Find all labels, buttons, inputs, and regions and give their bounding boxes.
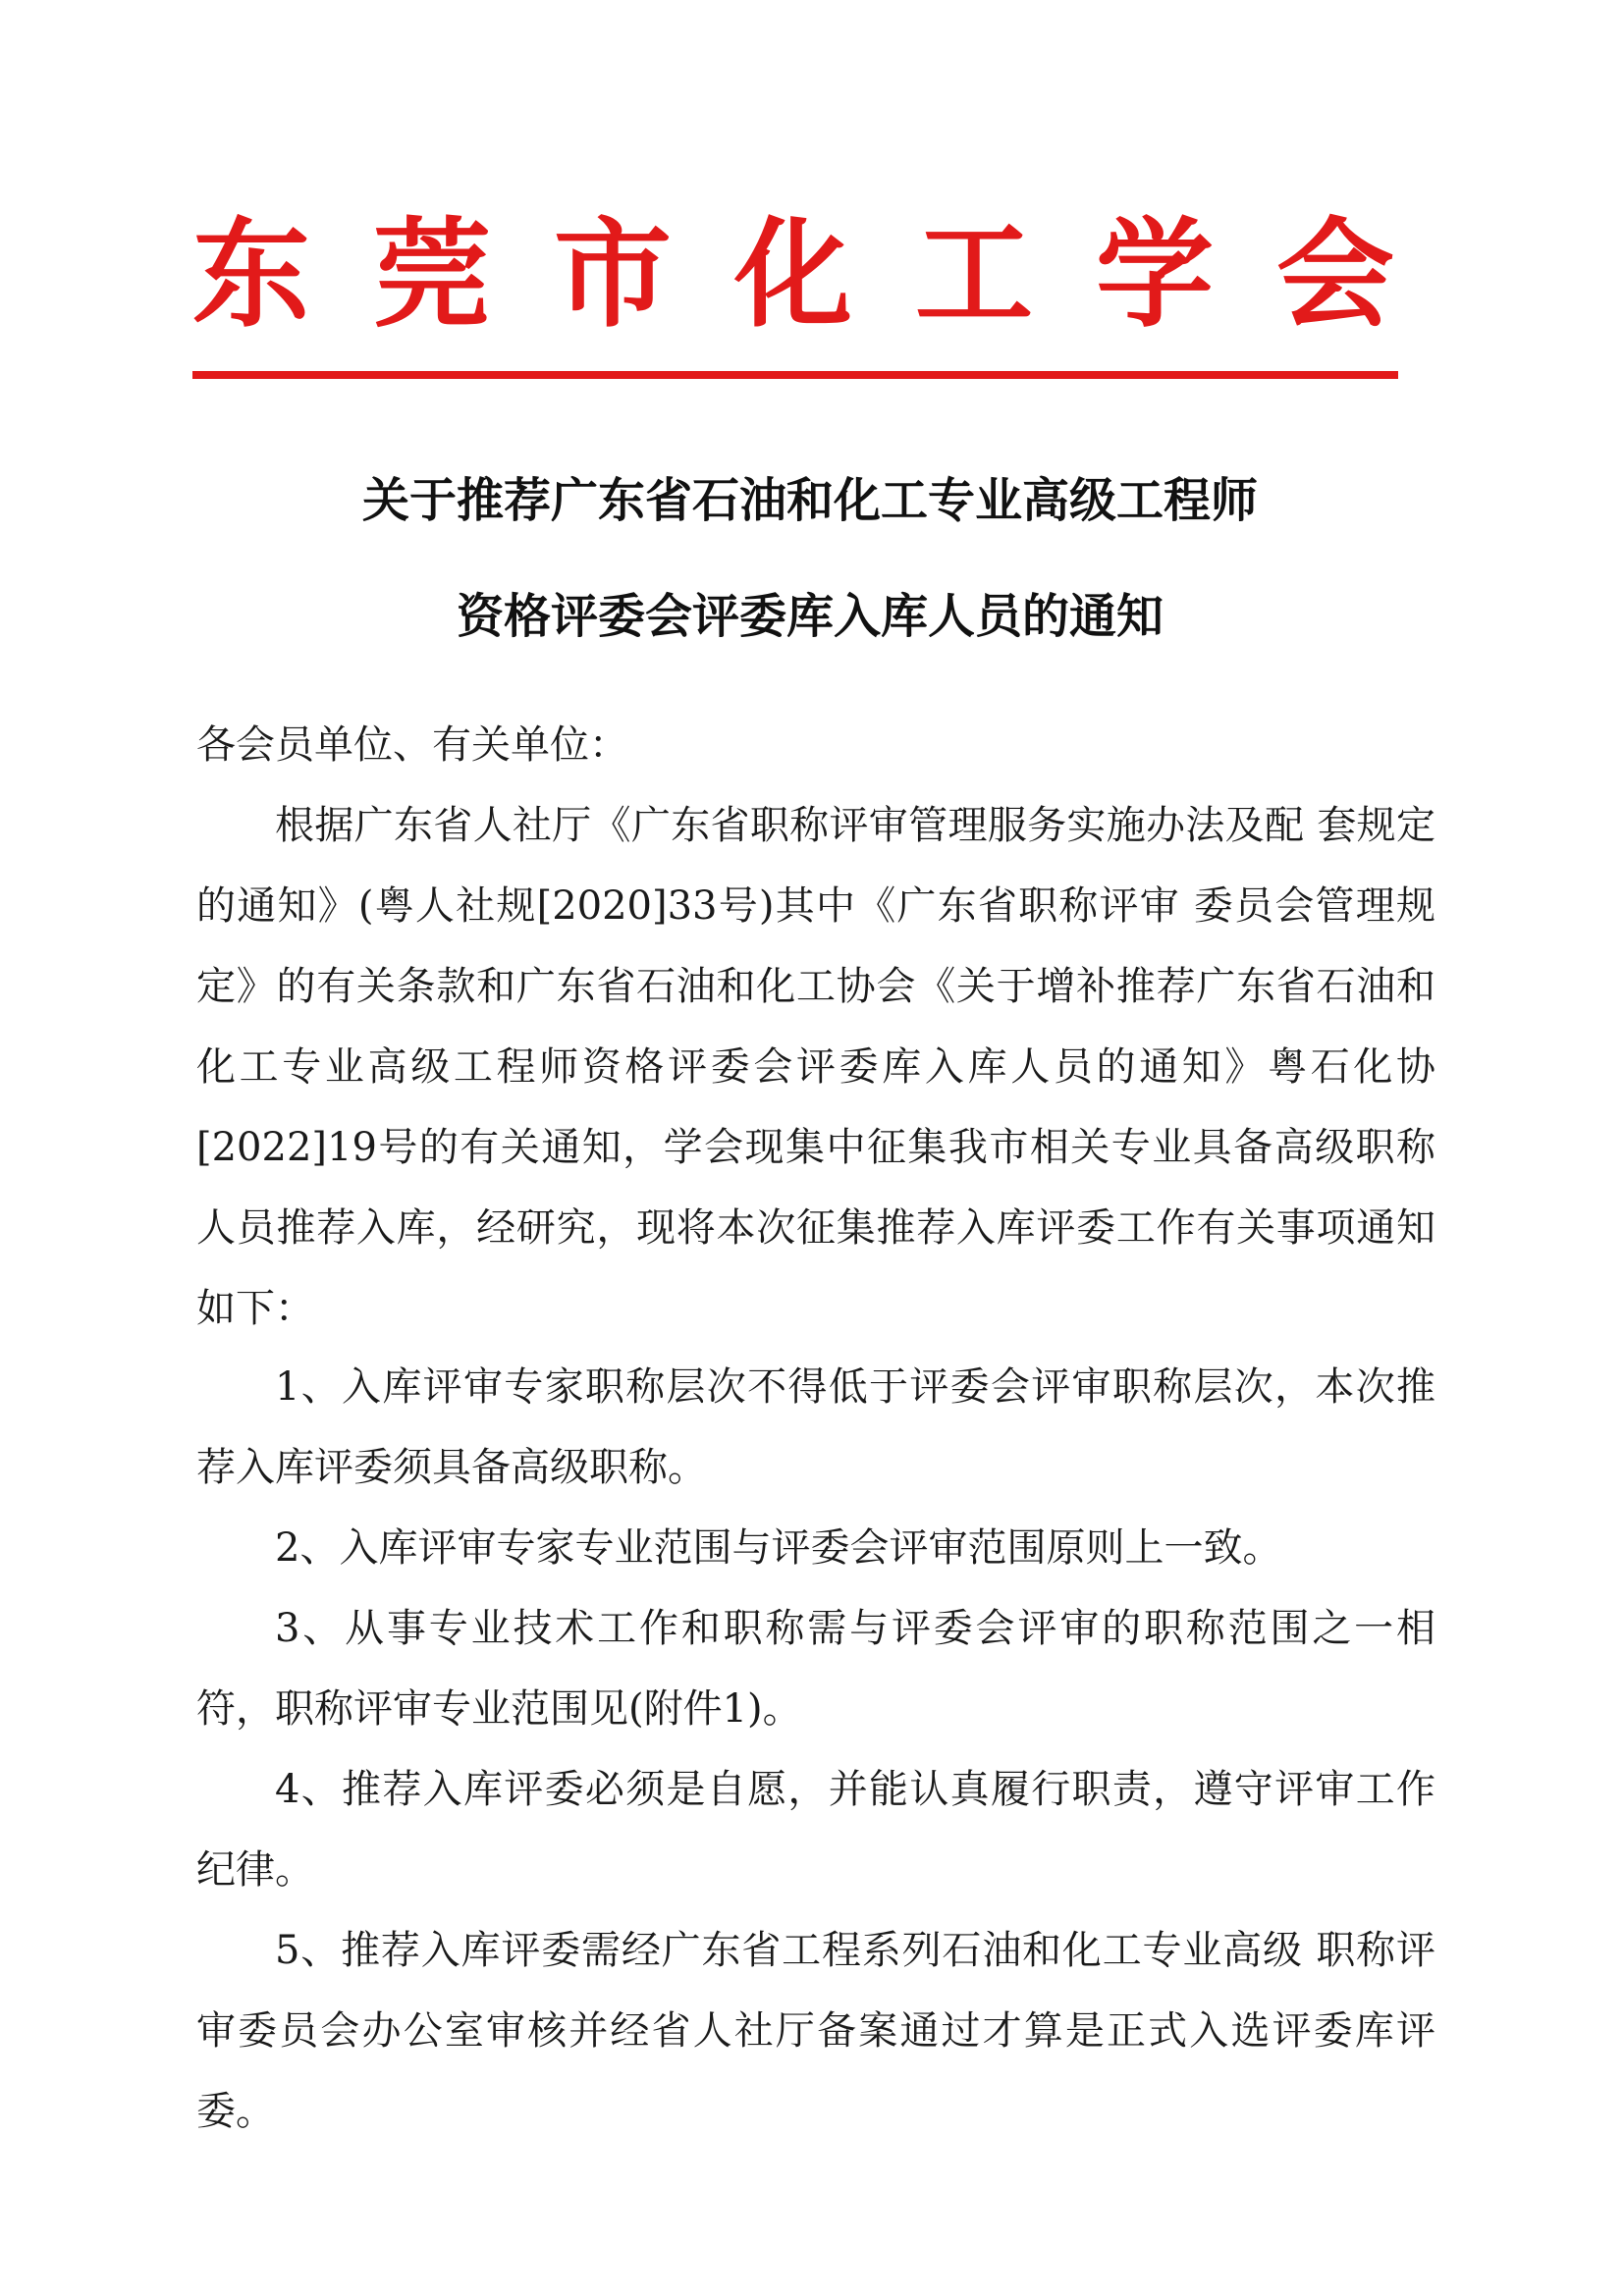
paragraph-item-5: 5、推荐入库评委需经广东省工程系列石油和化工专业高级 职称评审委员会办公室审核并经省人社厅备案通过才算是正式入选评委库评委。 xyxy=(196,1928,1435,2134)
paragraph-item-3: 3、从事专业技术工作和职称需与评委会评审的职称范围之一相符，职称评审专业范围见(附件1)。 xyxy=(196,1606,1435,1732)
paragraph-main: 根据广东省人社厅《广东省职称评审管理服务实施办法及配 套规定的通知》(粤人社规[2020]33号)其中《广东省职称评审 委员会管理规定》的有关条款和广东省石油和化工协会《关于增补推荐广东省石油和化工专业高级工程师资格评委会评委库入库人员的通知》粤石化协[2022]19号的有关通知，学会现集中征集我市相关专业具备高级职称人员推荐入库，经研究，现将本次征集推荐入库评委工作有关事项通知如下： xyxy=(196,803,1435,1331)
document-title-line-2: 资格评委会评委库入库人员的通知 xyxy=(456,589,1164,644)
paragraph-item-2: 2、入库评审专家专业范围与评委会评审范围原则上一致。 xyxy=(275,1525,1282,1571)
organization-letterhead: 东莞市化工学会 xyxy=(192,205,1457,344)
paragraph-item-1: 1、入库评审专家职称层次不得低于评委会评审职称层次，本次推荐入库评委须具备高级职称。 xyxy=(196,1364,1435,1490)
paragraph-item-4: 4、推荐入库评委必须是自愿，并能认真履行职责，遵守评审工作纪律。 xyxy=(196,1767,1435,1893)
document-title-line-1: 关于推荐广东省石油和化工专业高级工程师 xyxy=(361,473,1258,528)
letterhead-divider xyxy=(192,371,1398,379)
salutation: 各会员单位、有关单位： xyxy=(196,722,628,768)
